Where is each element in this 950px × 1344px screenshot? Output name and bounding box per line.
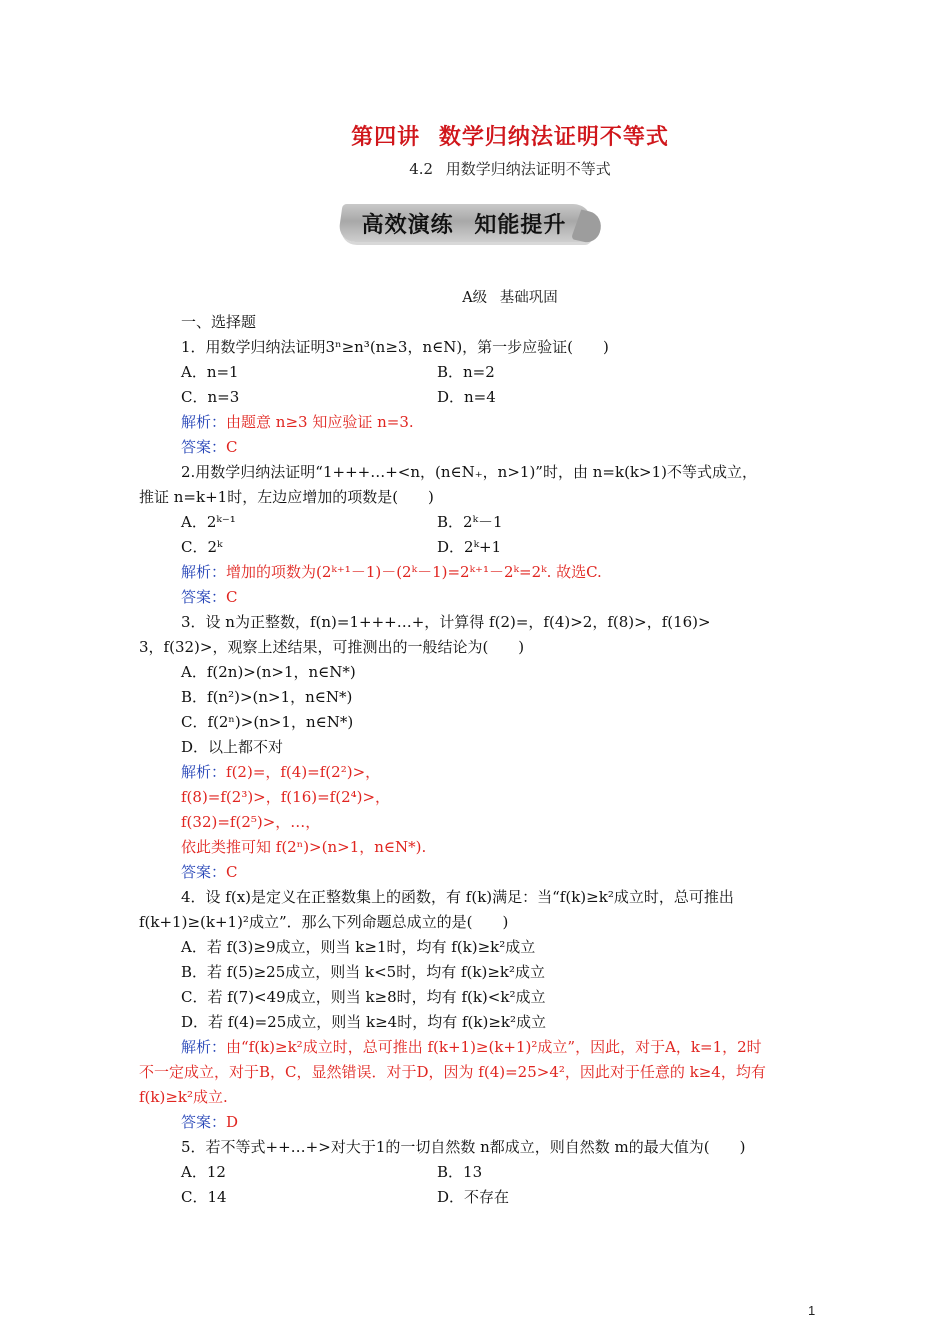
q4-option-b: B．若 f(5)≥25成立，则当 k<5时，均有 f(k)≥k²成立 [181,963,546,981]
q1-option-c: C．n=3 [181,388,240,406]
analysis-label: 解析： [181,763,227,781]
q3-analysis-line2: f(8)=f(2³)>，f(16)=f(2⁴)>， [181,788,391,806]
q1-answer [181,437,238,457]
q3-option-c: C．f(2ⁿ)>(n>1，n∈N*) [181,713,354,731]
answer-label: 答案： [181,863,227,881]
banner-text: 高效演练 知能提升 [361,213,567,238]
section-title: 4.2 用数学归纳法证明不等式 [409,160,611,178]
q5-option-c: C．14 [181,1188,227,1206]
q2-stem-line1: 2.用数学归纳法证明“1+++…+<n，(n∈N₊，n>1)”时，由 n=k(k>1)不等式成立， [181,463,757,481]
q3-option-a: A．f(2n)>(n>1，n∈N*) [181,663,356,681]
answer-value: D [226,1113,239,1131]
q2-option-b: B．2ᵏ－1 [437,513,503,531]
q3-stem-line2: 3，f(32)>，观察上述结果，可推测出的一般结论为( ) [139,638,525,656]
q2-analysis [181,562,602,582]
level-title: A级 基础巩固 [462,290,558,306]
q4-analysis-line3: f(k)≥k²成立. [139,1088,228,1106]
answer-value: C [226,863,238,881]
analysis-label: 解析： [181,563,227,581]
analysis-label: 解析： [181,413,227,431]
answer-label: 答案： [181,438,227,456]
analysis-text: 由“f(k)≥k²成立时，总可推出 f(k+1)≥(k+1)²成立”，因此，对于A，k=1，2时 [226,1038,762,1056]
q3-analysis-line4: 依此类推可知 f(2ⁿ)>(n>1，n∈N*). [181,838,427,856]
answer-label: 答案： [181,1113,227,1131]
answer-label: 答案： [181,588,227,606]
q3-analysis-line3: f(32)=f(2⁵)>，…， [181,813,321,831]
q1-option-a: A．n=1 [181,363,239,381]
answer-value: C [226,588,238,606]
q1-stem: 1．用数学归纳法证明3ⁿ≥n³(n≥3，n∈N)，第一步应验证( ) [181,338,609,356]
q3-answer [181,862,238,882]
analysis-label: 解析： [181,1038,227,1056]
q2-option-d: D．2ᵏ+1 [437,538,502,556]
q2-stem-line2: 推证 n=k+1时，左边应增加的项数是( ) [139,488,434,506]
q1-analysis [181,412,414,432]
q4-option-c: C．若 f(7)<49成立，则当 k≥8时，均有 f(k)<k²成立 [181,988,546,1006]
q5-option-d: D．不存在 [437,1188,510,1206]
q4-stem-line2: f(k+1)≥(k+1)²成立”．那么下列命题总成立的是( ) [139,913,509,931]
q4-stem-line1: 4．设 f(x)是定义在正整数集上的函数，有 f(k)满足：当“f(k)≥k²成立时，总可推出 [181,888,734,906]
page-number: 1 [808,1303,816,1318]
analysis-text: f(2)=，f(4)=f(2²)>， [226,763,381,781]
banner [340,198,600,258]
section-heading: 一、选择题 [181,313,257,331]
q2-answer [181,587,238,607]
analysis-text: 增加的项数为(2ᵏ⁺¹－1)－(2ᵏ－1)=2ᵏ⁺¹－2ᵏ=2ᵏ. 故选C. [226,563,602,581]
q1-option-b: B．n=2 [437,363,495,381]
q4-option-d: D．若 f(4)=25成立，则当 k≥4时，均有 f(k)≥k²成立 [181,1013,547,1031]
q3-option-d: D．以上都不对 [181,738,284,756]
q2-option-c: C．2ᵏ [181,538,223,556]
analysis-text: 由题意 n≥3 知应验证 n=3. [226,413,414,431]
chapter-title: 第四讲 数学归纳法证明不等式 [351,125,669,150]
q4-analysis-line2: 不一定成立，对于B，C，显然错误．对于D，因为 f(4)=25>4²，因此对于任意的 k≥4，均有 [139,1063,766,1081]
q3-stem-line1: 3．设 n为正整数，f(n)=1+++…+，计算得 f(2)=，f(4)>2，f(8)>，f(16)> [181,613,711,631]
q4-analysis-line1 [181,1037,762,1057]
q5-option-a: A．12 [181,1163,226,1181]
answer-value: C [226,438,238,456]
q4-answer [181,1112,238,1132]
q4-option-a: A．若 f(3)≥9成立，则当 k≥1时，均有 f(k)≥k²成立 [181,938,536,956]
q3-option-b: B．f(n²)>(n>1，n∈N*) [181,688,353,706]
q2-option-a: A．2ᵏ⁻¹ [181,513,236,531]
q5-stem: 5．若不等式++…+>对大于1的一切自然数 n都成立，则自然数 m的最大值为( ) [181,1138,746,1156]
q1-option-d: D．n=4 [437,388,496,406]
q5-option-b: B．13 [437,1163,483,1181]
q3-analysis-line1 [181,762,380,782]
